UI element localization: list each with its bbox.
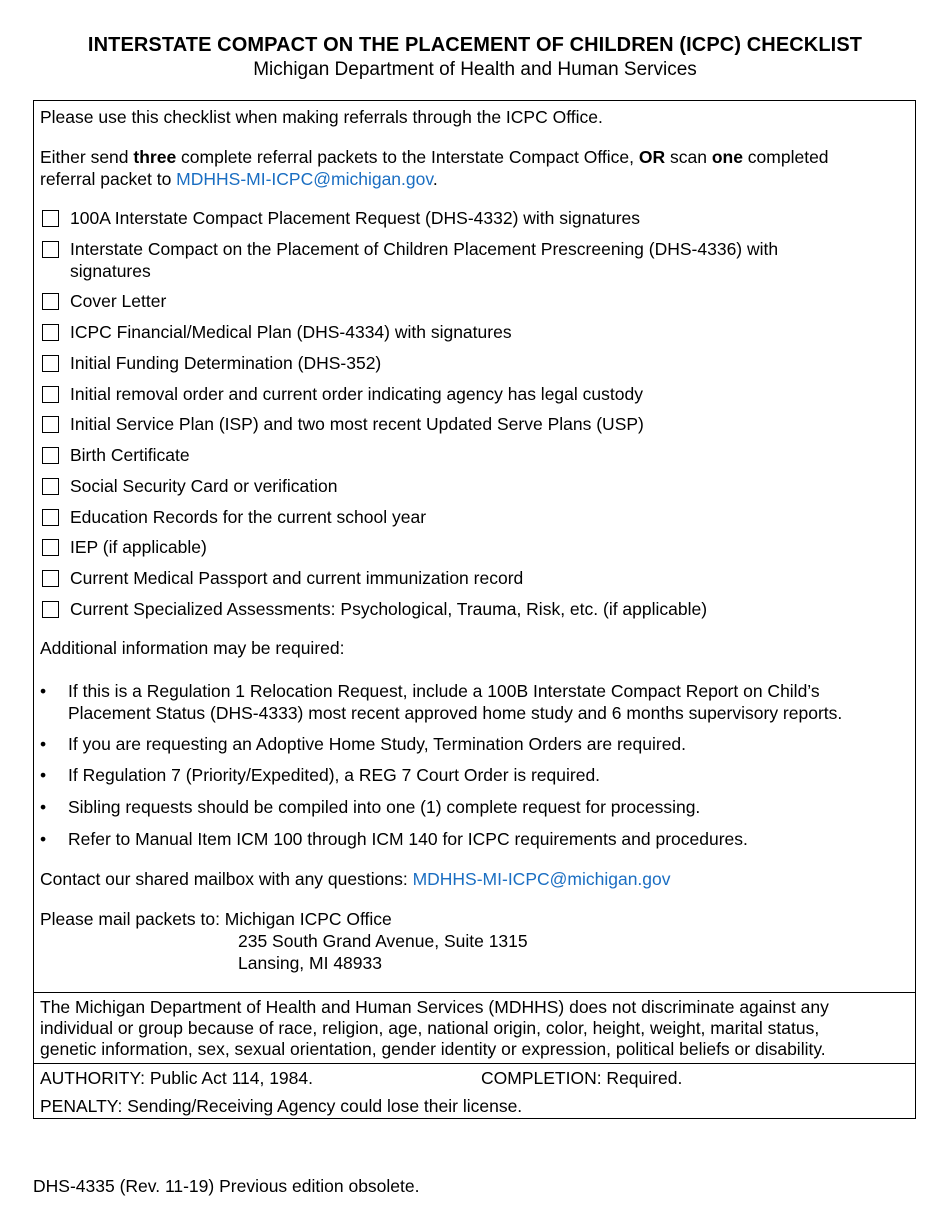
checklist-item: 100A Interstate Compact Placement Request (DHS-4332) with signatures bbox=[70, 208, 641, 228]
bullet-item: If Regulation 7 (Priority/Expedited), a REG 7 Court Order is required. bbox=[68, 765, 601, 785]
nondiscrimination-text: individual or group because of race, religion, age, national origin, color, height, weight, marital status, bbox=[40, 1018, 820, 1038]
checkbox-removal-order[interactable] bbox=[42, 386, 59, 403]
checklist-item: Initial Service Plan (ISP) and two most recent Updated Serve Plans (USP) bbox=[70, 414, 644, 434]
contact-line: Contact our shared mailbox with any questions: MDHHS-MI-ICPC@michigan.gov bbox=[40, 869, 671, 889]
checkbox-100a-request[interactable] bbox=[42, 210, 59, 227]
checklist-item: Education Records for the current school year bbox=[70, 507, 427, 527]
checkbox-iep[interactable] bbox=[42, 539, 59, 556]
send-instructions-cont: referral packet to MDHHS-MI-ICPC@michigan.gov. bbox=[40, 169, 438, 189]
bullet-item: Sibling requests should be compiled into one (1) complete request for processing. bbox=[68, 797, 701, 817]
page-subtitle: Michigan Department of Health and Human Services bbox=[253, 59, 697, 80]
checklist-item-cont: signatures bbox=[70, 261, 151, 281]
checkbox-prescreening[interactable] bbox=[42, 241, 59, 258]
bullet-item: If this is a Regulation 1 Relocation Request, include a 100B Interstate Compact Report on Child’s bbox=[68, 681, 820, 701]
divider bbox=[33, 1063, 916, 1064]
divider bbox=[33, 992, 916, 993]
bullet-item: If you are requesting an Adoptive Home Study, Termination Orders are required. bbox=[68, 734, 687, 754]
nondiscrimination-text: genetic information, sex, sexual orientation, gender identity or expression, political beliefs or disability. bbox=[40, 1039, 826, 1059]
bullet-icon: • bbox=[40, 734, 47, 754]
bullet-item: Refer to Manual Item ICM 100 through ICM 140 for ICPC requirements and procedures. bbox=[68, 829, 748, 849]
authority-text: AUTHORITY: Public Act 114, 1984. bbox=[40, 1068, 313, 1088]
checklist-item: ICPC Financial/Medical Plan (DHS-4334) with signatures bbox=[70, 322, 512, 342]
mail-address-line2: Lansing, MI 48933 bbox=[238, 953, 382, 973]
mail-address-line1: 235 South Grand Avenue, Suite 1315 bbox=[238, 931, 528, 951]
checklist-item: Cover Letter bbox=[70, 291, 167, 311]
email-link[interactable]: MDHHS-MI-ICPC@michigan.gov bbox=[176, 169, 433, 189]
checkbox-education-records[interactable] bbox=[42, 509, 59, 526]
checkbox-birth-certificate[interactable] bbox=[42, 447, 59, 464]
bullet-item-cont: Placement Status (DHS-4333) most recent approved home study and 6 months supervisory reports. bbox=[68, 703, 843, 723]
bullet-icon: • bbox=[40, 681, 47, 701]
completion-text: COMPLETION: Required. bbox=[481, 1068, 683, 1088]
bullet-icon: • bbox=[40, 829, 47, 849]
checklist-item: Current Medical Passport and current immunization record bbox=[70, 568, 524, 588]
form-number-footer: DHS-4335 (Rev. 11-19) Previous edition obsolete. bbox=[33, 1176, 420, 1196]
checkbox-medical-passport[interactable] bbox=[42, 570, 59, 587]
mail-label: Please mail packets to: Michigan ICPC Office bbox=[40, 909, 392, 929]
bullet-icon: • bbox=[40, 765, 47, 785]
checkbox-financial-medical-plan[interactable] bbox=[42, 324, 59, 341]
checklist-item: IEP (if applicable) bbox=[70, 537, 207, 557]
intro-text: Please use this checklist when making referrals through the ICPC Office. bbox=[40, 107, 603, 127]
additional-heading: Additional information may be required: bbox=[40, 638, 345, 658]
checklist-item: Birth Certificate bbox=[70, 445, 190, 465]
checkbox-service-plan[interactable] bbox=[42, 416, 59, 433]
checklist-item: Initial removal order and current order indicating agency has legal custody bbox=[70, 384, 643, 404]
checklist-item: Current Specialized Assessments: Psychological, Trauma, Risk, etc. (if applicable) bbox=[70, 599, 708, 619]
checkbox-funding-determination[interactable] bbox=[42, 355, 59, 372]
nondiscrimination-text: The Michigan Department of Health and Human Services (MDHHS) does not discriminate against any bbox=[40, 997, 829, 1017]
send-instructions: Either send three complete referral packets to the Interstate Compact Office, OR scan one completed bbox=[40, 147, 829, 167]
bullet-icon: • bbox=[40, 797, 47, 817]
checklist-item: Initial Funding Determination (DHS-352) bbox=[70, 353, 382, 373]
checkbox-specialized-assessments[interactable] bbox=[42, 601, 59, 618]
checkbox-social-security[interactable] bbox=[42, 478, 59, 495]
penalty-text: PENALTY: Sending/Receiving Agency could lose their license. bbox=[40, 1096, 523, 1116]
page-title: INTERSTATE COMPACT ON THE PLACEMENT OF CHILDREN (ICPC) CHECKLIST bbox=[87, 34, 863, 56]
checklist-item: Social Security Card or verification bbox=[70, 476, 338, 496]
checkbox-cover-letter[interactable] bbox=[42, 293, 59, 310]
contact-email-link[interactable]: MDHHS-MI-ICPC@michigan.gov bbox=[412, 869, 671, 889]
checklist-item: Interstate Compact on the Placement of Children Placement Prescreening (DHS-4336) with bbox=[70, 239, 779, 259]
